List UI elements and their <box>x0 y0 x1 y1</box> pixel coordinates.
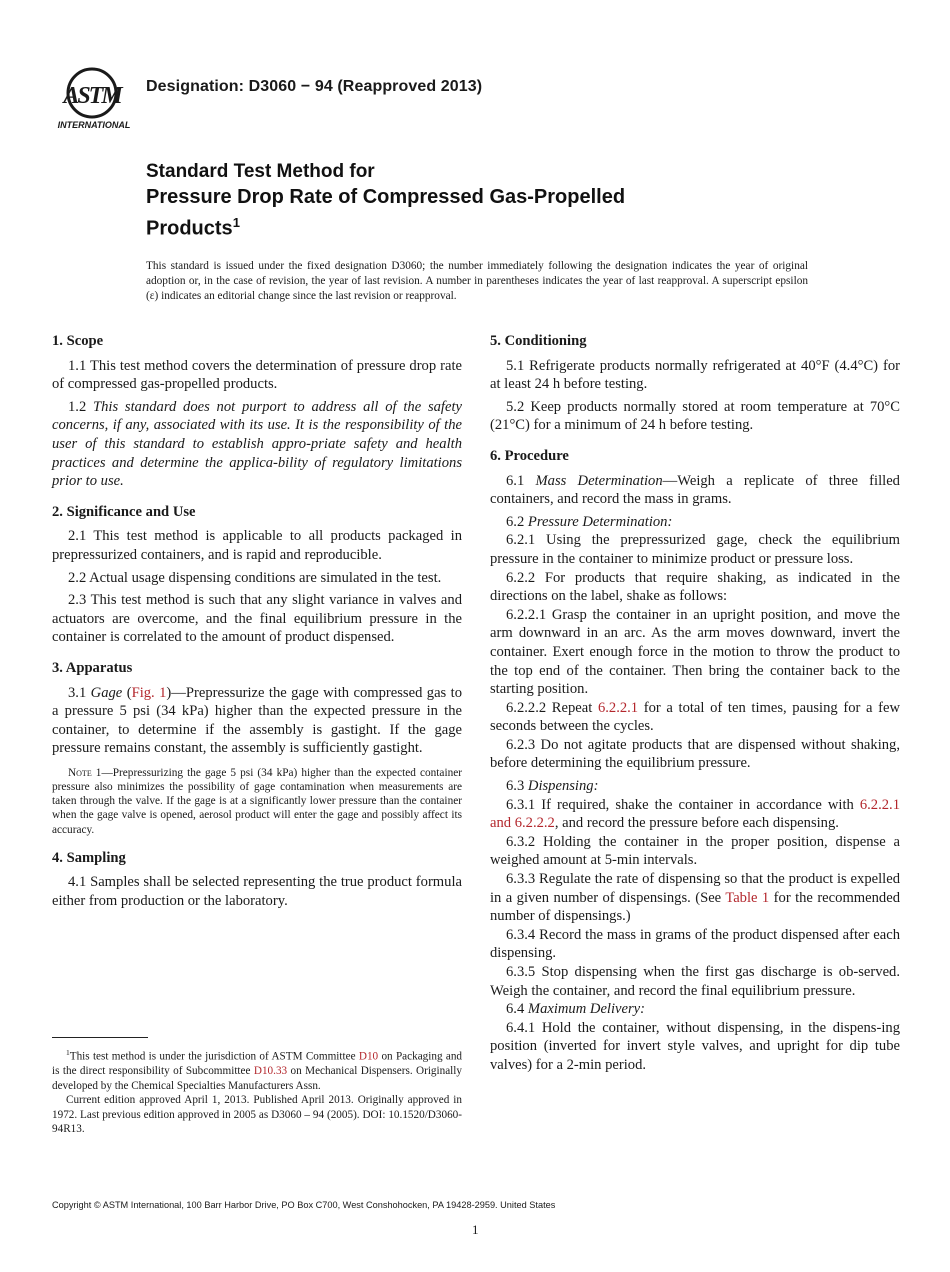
para-3-1 <box>52 684 462 758</box>
para-3-1-open: ( <box>126 684 132 701</box>
subcommittee-d10-33-link[interactable]: D10.33 <box>253 1065 288 1078</box>
para-6-4-num: 6.4 <box>506 1001 525 1018</box>
para-6-4-1: 6.4.1 Hold the container, without dispensing, in the dispens-ing position (inverted for invert style valves, and upright for dip tube valves) for a 2-min period. <box>490 1019 900 1073</box>
para-5-1: 5.1 Refrigerate products normally refrigerated at 40°F (4.4°C) for at least 24 h before testing. <box>490 357 900 393</box>
para-6-3-1-text: , and record the pressure before each dispensing. <box>554 815 839 832</box>
para-6-2-2-1: 6.2.2.1 Grasp the container in an upright position, and move the arm downward in an arc. As the arm moves downward, invert the container. Exert enough force in the motion to throw the product to the top end of the container. Then bring the container back to the starting position. <box>490 606 900 698</box>
para-6-2-2-2-num: 6.2.2.2 Repeat <box>506 699 593 716</box>
table-1-link[interactable]: Table 1 <box>725 889 770 906</box>
para-2-2: 2.2 Actual usage dispensing conditions are simulated in the test. <box>68 569 442 586</box>
para-6-3-3-text: for the recommended number of dispensings.) <box>490 889 900 925</box>
para-6-3-term: Dispensing: <box>527 778 599 795</box>
designation: Designation: D3060 − 94 (Reapproved 2013) <box>146 78 483 95</box>
note-1-text: —Prepressurizing the gage 5 psi (34 kPa) higher than the expected container pressure also minimizes the possibility of gage contamination when measurements are taken through the valve. If the gage is at a significantly lower pressure than the container when the gage valve is opened, aerosol product will enter the gage and possibly affect its accuracy. <box>52 766 463 836</box>
intro-paragraph: This standard is issued under the fixed designation D3060; the number immediately following the designation indicates the year of original adoption or, in the case of revision, the year of last revision. A number in parentheses indicates the year of last reapproval. A superscript epsilon (ε) indicates an editorial change since the last revision or reapproval. <box>146 260 808 302</box>
title-line-1: Standard Test Method for <box>146 161 375 182</box>
para-1-2-text: This standard does not purport to address all of the safety concerns, if any, associated with its use. It is the responsibility of the user of this standard to establish appro-priate safety and health practices and determine the applica-bility of regulatory limitations prior to use. <box>52 398 462 490</box>
para-2-1: 2.1 This test method is applicable to all products packaged in prepressurized containers, and is rapid and reproducible. <box>52 528 462 563</box>
para-1-2 <box>52 398 462 491</box>
para-3-1-close: ) <box>166 684 172 701</box>
para-6-3-3 <box>490 870 900 926</box>
footnote <box>52 1046 462 1137</box>
para-6-4-term: Maximum Delivery: <box>527 1001 646 1018</box>
para-2-3: 2.3 This test method is such that any slight variance in valves and actuators are overcome, and the final equilibrium pressure in the container is correlated to the amount of product dispensed. <box>52 592 462 646</box>
para-6-1-term: Mass Determination <box>535 472 663 489</box>
footnote-para-2: Current edition approved April 1, 2013. Published April 2013. Originally approved in 1972. Last previous edition approved in 2005 as D3060 – 94 (2005). DOI: 10.1520/D3060-94R13. <box>52 1094 462 1136</box>
para-6-3 <box>490 777 900 796</box>
footnote-text-a: This test method is under the jurisdiction of ASTM Committee <box>69 1050 356 1063</box>
para-6-2-2-2 <box>490 699 900 736</box>
para-6-4 <box>490 1000 900 1019</box>
para-3-1-text: —Prepressurize the gage with compressed gas to a pressure 5 psi (34 kPa) higher than the expected pressure in the container, to determine if the assembly is gastight. If the gage pressure remains constant, the assembly is sufficiently gastight. <box>52 684 462 757</box>
para-6-1 <box>490 472 900 509</box>
para-1-2-num: 1.2 <box>68 398 87 415</box>
note-1-label: Note 1 <box>68 766 102 779</box>
para-6-2-3: 6.2.3 Do not agitate products that are dispensed without shaking, before determining the equilibrium pressure. <box>490 736 900 772</box>
section-heading-procedure: 6. Procedure <box>490 447 569 464</box>
para-6-2-num: 6.2 <box>506 513 525 530</box>
title-line-2: Pressure Drop Rate of Compressed Gas-Propelled <box>146 186 626 208</box>
para-6-3-5: 6.3.5 Stop dispensing when the first gas discharge is ob-served. Weigh the container, and record the final equilibrium pressure. <box>490 964 900 999</box>
para-6-2-term: Pressure Determination: <box>527 513 673 530</box>
page-number: 1 <box>472 1222 479 1237</box>
note-1 <box>52 766 462 837</box>
footnote-text-b: on Packaging and is the direct responsibility of Subcommittee <box>52 1050 463 1078</box>
para-5-2: 5.2 Keep products normally stored at room temperature at 70°C (21°C) for a minimum of 24 h before testing. <box>490 398 900 434</box>
title-products: Products <box>146 217 233 240</box>
section-heading-conditioning: 5. Conditioning <box>490 333 587 349</box>
astm-logo <box>52 66 136 132</box>
left-column <box>52 332 462 911</box>
para-4-1: 4.1 Samples shall be selected representing the true product formula either from production or the laboratory. <box>52 874 462 910</box>
astm-international-logo-icon <box>52 66 136 132</box>
para-6-1-text: —Weigh a replicate of three filled containers, and record the mass in grams. <box>490 472 900 508</box>
para-6-3-1 <box>490 796 900 833</box>
right-column <box>490 332 900 1075</box>
para-6-3-1-num: 6.3.1 If required, shake the container in accordance with <box>506 796 854 813</box>
para-6-3-2: 6.3.2 Holding the container in the proper position, dispense a weighed amount at 5-min intervals. <box>490 833 900 869</box>
para-6-2-2-2-text: for a total of ten times, pausing for a few seconds between the cycles. <box>490 699 900 735</box>
para-6-1-num: 6.1 <box>506 472 525 489</box>
para-6-3-4: 6.3.4 Record the mass in grams of the product dispensed after each dispensing. <box>490 926 900 962</box>
svg-text:ASTM: ASTM <box>63 83 121 109</box>
footnote-text-c: on Mechanical Dispensers. Originally developed by the Chemical Specialties Manufacturers Assn. <box>52 1065 462 1092</box>
para-6-2 <box>490 513 900 532</box>
copyright: Copyright © ASTM International, 100 Barr Harbor Drive, PO Box C700, West Conshohocken, PA 19428-2959. United States <box>52 1200 556 1210</box>
para-6-2-2: 6.2.2 For products that require shaking, as indicated in the directions on the label, shake as follows: <box>490 569 900 605</box>
para-6-3-3-num: 6.3.3 Regulate the rate of dispensing so that the product is expelled in a given number of dispensings. (See <box>490 871 900 906</box>
para-6-3-num: 6.3 <box>506 778 525 795</box>
footnote-para-1 <box>52 1046 462 1093</box>
section-heading-apparatus: 3. Apparatus <box>52 659 133 676</box>
svg-text:INTERNATIONAL: INTERNATIONAL <box>57 120 131 130</box>
section-heading-scope: 1. Scope <box>52 333 104 349</box>
para-3-1-term: Gage <box>90 684 123 701</box>
ref-6-2-2-1-and-6-2-2-2-link[interactable]: 6.2.2.1 and 6.2.2.2 <box>490 796 900 832</box>
title-footnote-mark: 1 <box>232 215 240 230</box>
title-line-3 <box>146 210 625 242</box>
title-block <box>146 160 625 242</box>
footnote-mark: 1 <box>66 1048 70 1057</box>
committee-d10-link[interactable]: D10 <box>358 1050 379 1063</box>
para-3-1-num: 3.1 <box>68 684 87 701</box>
ref-6-2-2-1-link[interactable]: 6.2.2.1 <box>597 699 639 716</box>
para-1-1: 1.1 This test method covers the determination of pressure drop rate of compressed gas-propelled products. <box>52 357 462 393</box>
fig-1-link[interactable]: Fig. 1 <box>131 684 167 701</box>
para-6-2-1: 6.2.1 Using the prepressurized gage, check the equilibrium pressure in the container to minimize product or pressure loss. <box>490 532 900 567</box>
section-heading-significance: 2. Significance and Use <box>52 503 196 520</box>
section-heading-sampling: 4. Sampling <box>52 849 126 866</box>
footnote-divider <box>52 1037 148 1038</box>
